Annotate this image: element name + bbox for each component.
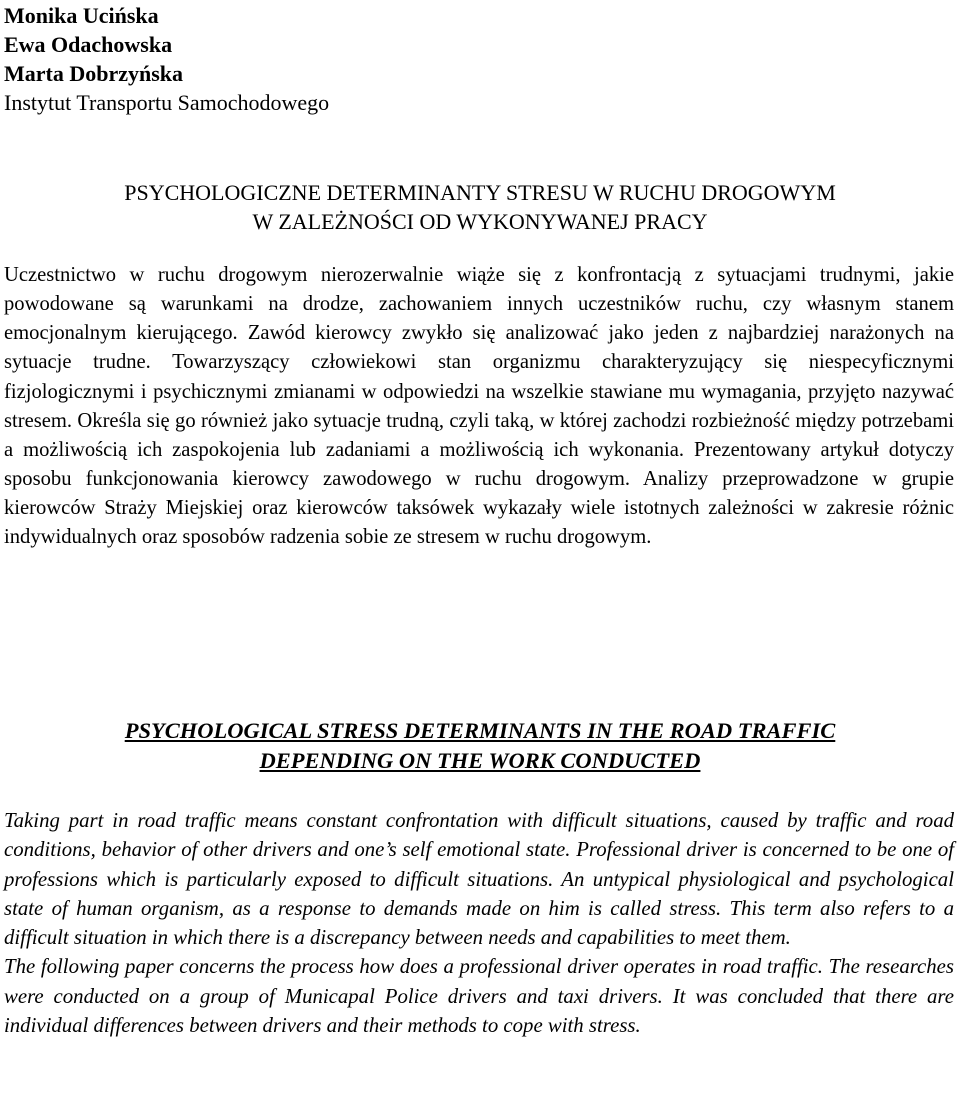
title-line: DEPENDING ON THE WORK CONDUCTED — [259, 748, 701, 773]
author-block — [4, 1, 329, 117]
title-polish — [0, 178, 960, 236]
title-line: W ZALEŻNOŚCI OD WYKONYWANEJ PRACY — [252, 209, 708, 234]
title-line: PSYCHOLOGICZNE DETERMINANTY STRESU W RUCHU DROGOWYM — [124, 180, 836, 205]
institution: Instytut Transportu Samochodowego — [4, 90, 330, 115]
title-line: PSYCHOLOGICAL STRESS DETERMINANTS IN THE ROAD TRAFFIC — [124, 718, 836, 743]
author-name: Marta Dobrzyńska — [4, 61, 184, 86]
abstract-polish: Uczestnictwo w ruchu drogowym nierozerwalnie wiąże się z konfrontacją z sytuacjami trudnymi, jakie powodowane są warunkami na drodze, zachowaniem innych uczestników ruchu, czy własnym stanem emocjonalnym kierującego. Zawód kierowcy zwykło się analizować jako jeden z najbardziej narażonych na sytuacje trudne. Towarzyszący człowiekowi stan organizmu charakteryzujący się niespecyficznymi fizjologicznymi i psychicznymi zmianami w odpowiedzi na wszelkie stawiane mu wymagania, przyjęto nazywać stresem. Określa się go również jako sytuacje trudną, czyli taką, w której zachodzi rozbieżność między potrzebami a możliwością ich zaspokojenia lub zadaniami a możliwością ich wykonania. Prezentowany artykuł dotyczy sposobu funkcjonowania kierowcy zawodowego w ruchu drogowym. Analizy przeprowadzone w grupie kierowców Straży Miejskiej oraz kierowców taksówek wykazały wiele istotnych zależności w zakresie różnic indywidualnych oraz sposobów radzenia sobie ze stresem w ruchu drogowym. — [4, 264, 954, 549]
title-english — [0, 716, 960, 776]
abstract-paragraph: The following paper concerns the process how does a professional driver operates in road traffic. The researches were conducted on a group of Municapal Police drivers and taxi drivers. It was concluded that there are individual differences between drivers and their methods to cope with stress. — [4, 955, 954, 1038]
abstract-english — [4, 806, 954, 1040]
abstract-paragraph: Taking part in road traffic means constant confrontation with difficult situations, caused by traffic and road conditions, behavior of other drivers and one’s self emotional state. Professional driver is concerned to be one of professions which is particularly exposed to difficult situations. An untypical physiological and psychological state of human organism, as a response to demands made on him is called stress. This term also refers to a difficult situation in which there is a discrepancy between needs and capabilities to meet them. — [4, 809, 954, 950]
author-name: Monika Ucińska — [4, 3, 159, 28]
author-name: Ewa Odachowska — [4, 32, 173, 57]
